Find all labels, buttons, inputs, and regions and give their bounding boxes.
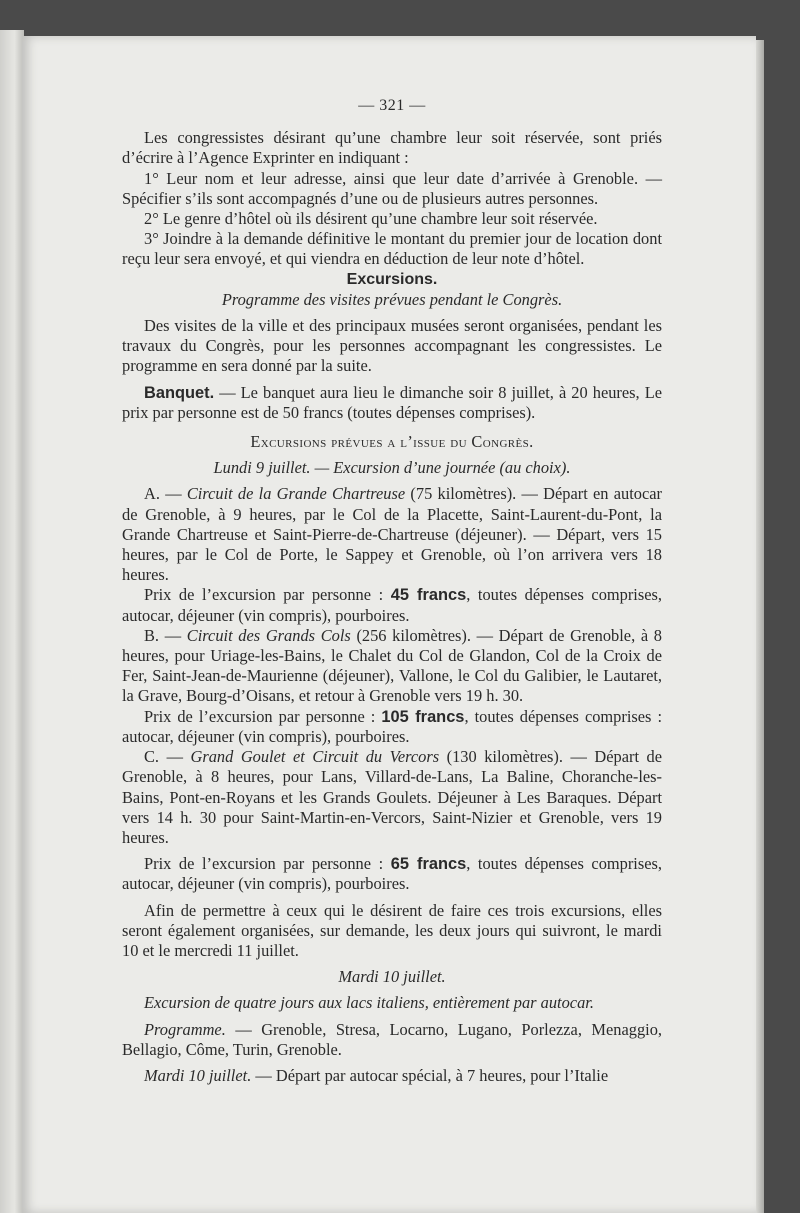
programme-paragraph xyxy=(122,1020,662,1060)
excursion-b-name: Circuit des Grands Cols xyxy=(186,625,351,645)
left-page-edge xyxy=(0,30,24,1213)
italy-excursion-heading: Excursion de quatre jours aux lacs italiens, entièrement par autocar. xyxy=(144,993,594,1013)
excursion-a xyxy=(122,484,662,585)
afin-paragraph: Afin de permettre à ceux qui le désirent de faire ces trois excursions, elles seront également organisées, sur demande, les deux jours qui suivront, le mardi 10 et le mercredi 11 juillet. xyxy=(122,900,662,960)
excursion-c-name: Grand Goulet et Circuit du Vercors xyxy=(190,747,440,767)
page-edge-shadow xyxy=(756,40,764,1213)
tuesday-paragraph xyxy=(122,1066,662,1086)
excursion-a-price-before: Prix de l’excursion par personne : xyxy=(144,585,391,605)
excursion-c-lead: C. — xyxy=(144,747,191,767)
after-congress-title: Excursions prévues a l’issue du Congrès. xyxy=(250,432,534,452)
excursion-b-price xyxy=(122,707,662,747)
excursion-c-price-before: Prix de l’excursion par personne : xyxy=(144,854,391,874)
intro-paragraph: Les congressistes désirant qu’une chambre leur soit réservée, sont priés d’écrire à l’Agence Exprinter en indiquant : xyxy=(122,128,662,168)
programme-text: — Grenoble, Stresa, Locarno, Lugano, Porlezza, Menaggio, Bellagio, Côme, Turin, Grenoble. xyxy=(122,1019,662,1059)
page-text xyxy=(122,96,662,1086)
excursion-b-lead: B. — xyxy=(144,625,187,645)
excursion-c-price-after: , toutes dépenses comprises, autocar, déjeuner (vin compris), pourboires. xyxy=(122,854,662,894)
tuesday-label: Mardi 10 juillet. xyxy=(144,1065,252,1085)
excursion-c-text: (130 kilomètres). — Départ de Grenoble, à 8 heures, pour Lans, Villard-de-Lans, La Baline, Choranche-les-Bains, Pont-en-Royans et les Grands Goulets. Déjeuner à Les Baraques. Départ vers 14 h. 30 pour Saint-Martin-en-Vercors, Saint-Nizier et Grenoble, vers 19 heures. xyxy=(122,747,663,847)
tuesday-heading: Mardi 10 juillet. xyxy=(338,967,446,987)
banquet-label: Banquet. xyxy=(144,383,215,402)
excursion-c-price xyxy=(122,854,662,894)
banquet-paragraph xyxy=(122,383,662,423)
excursion-a-text: (75 kilomètres). — Départ en autocar de Grenoble, à 9 heures, par le Col de la Placette, Saint-Laurent-du-Pont, la Grande Chartreuse et Saint-Pierre-de-Chartreuse (déjeuner). — Départ, vers 15 heures, par le Col de Porte, le Sappey et Grenoble, où l’on arrivera vers 18 heures. xyxy=(122,484,662,585)
excursion-a-price-after: , toutes dépenses comprises, autocar, déjeuner (vin compris), pourboires. xyxy=(122,585,662,625)
excursion-a-price-value: 45 francs xyxy=(390,586,467,605)
excursion-b-text: (256 kilomètres). — Départ de Grenoble, à 8 heures, pour Uriage-les-Bains, le Chalet du Col de Glandon, Col de la Croix de Fer, Saint-Jean-de-Maurienne (déjeuner), Vallone, le Col du Galibier, le Lautaret, la Grave, Bourg-d’Oisans, et retour à Grenoble vers 19 h. 30. xyxy=(122,625,663,706)
excursion-b-price-value: 105 francs xyxy=(381,707,465,726)
excursion-c-price-value: 65 francs xyxy=(390,855,467,874)
banquet-text: — Le banquet aura lieu le dimanche soir 8 juillet, à 20 heures, Le prix par personne est de 50 francs (toutes dépenses comprises). xyxy=(122,382,662,422)
intro-item-2: 2° Le genre d’hôtel où ils désirent qu’une chambre leur soit réservée. xyxy=(144,209,598,229)
monday-heading: Lundi 9 juillet. — Excursion d’une journée (au choix). xyxy=(213,458,571,478)
excursion-b-price-before: Prix de l’excursion par personne : xyxy=(144,706,382,726)
visits-subtitle: Programme des visites prévues pendant le Congrès. xyxy=(221,289,563,309)
programme-label: Programme. xyxy=(144,1019,226,1039)
page-number: — 321 — xyxy=(358,97,426,114)
excursion-b xyxy=(122,626,662,707)
excursion-a-lead: A. — xyxy=(144,484,187,504)
intro-item-1: 1° Leur nom et leur adresse, ainsi que leur date d’arrivée à Grenoble. — Spécifier s’ils sont accompagnés d’une ou de plusieurs autres personnes. xyxy=(122,168,662,208)
excursion-c xyxy=(122,747,662,848)
excursion-a-name: Circuit de la Grande Chartreuse xyxy=(186,484,406,504)
excursions-title: Excursions. xyxy=(346,270,438,288)
intro-item-3: 3° Joindre à la demande définitive le montant du premier jour de location dont reçu leur sera envoyé, et qui viendra en déduction de leur note d’hôtel. xyxy=(122,229,662,269)
tuesday-text: — Départ par autocar spécial, à 7 heures, pour l’Italie xyxy=(251,1065,609,1085)
visits-paragraph: Des visites de la ville et des principaux musées seront organisées, pendant les travaux du Congrès, pour les personnes accompagnant les congressistes. Le programme en sera donné par la suite. xyxy=(122,316,662,376)
excursion-a-price xyxy=(122,585,662,625)
excursion-b-price-after: , toutes dépenses comprises : autocar, déjeuner (vin compris), pourboires. xyxy=(122,706,663,746)
